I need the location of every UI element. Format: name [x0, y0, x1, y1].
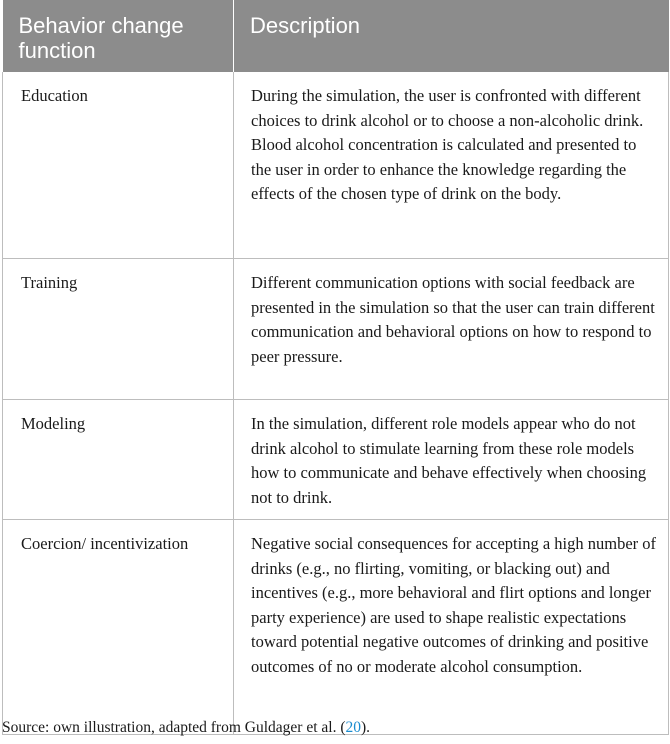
table-header-row	[3, 0, 669, 72]
table-row	[3, 72, 669, 259]
column-header-function: Behavior change function	[3, 0, 234, 72]
description-cell: In the simulation, different role models appear who do not drink alcohol to stimulate learning from these role models how to communicate and behave effectively when choosing not to drink.	[234, 400, 669, 520]
source-note	[2, 719, 370, 737]
behavior-change-table-container	[2, 0, 668, 735]
description-cell: Different communication options with social feedback are presented in the simulation so that the user can train different communication and behavioral options on how to respond to peer pressure.	[234, 259, 669, 400]
table-row	[3, 259, 669, 400]
function-cell: Education	[3, 72, 234, 259]
table-row	[3, 400, 669, 520]
function-cell: Training	[3, 259, 234, 400]
source-prefix: Source: own illustration, adapted from Guldager et al. (	[2, 719, 346, 736]
column-header-description: Description	[234, 0, 669, 72]
reference-link[interactable]: 20	[345, 719, 361, 736]
table-row	[3, 520, 669, 735]
function-cell: Coercion/ incentivization	[3, 520, 234, 735]
function-cell: Modeling	[3, 400, 234, 520]
description-cell: Negative social consequences for accepting a high number of drinks (e.g., no flirting, vomiting, or blacking out) and incentives (e.g., more behavioral and flirt options and longer party experience) are used to shape realistic expectations toward potential negative outcomes of drinking and positive outcomes of no or moderate alcohol consumption.	[234, 520, 669, 735]
description-cell: During the simulation, the user is confronted with different choices to drink alcohol or to choose a non-alcoholic drink. Blood alcohol concentration is calculated and presented to the user in order to enhance the knowledge regarding the effects of the chosen type of drink on the body.	[234, 72, 669, 259]
behavior-change-table	[2, 0, 669, 735]
source-suffix: ).	[360, 719, 371, 736]
